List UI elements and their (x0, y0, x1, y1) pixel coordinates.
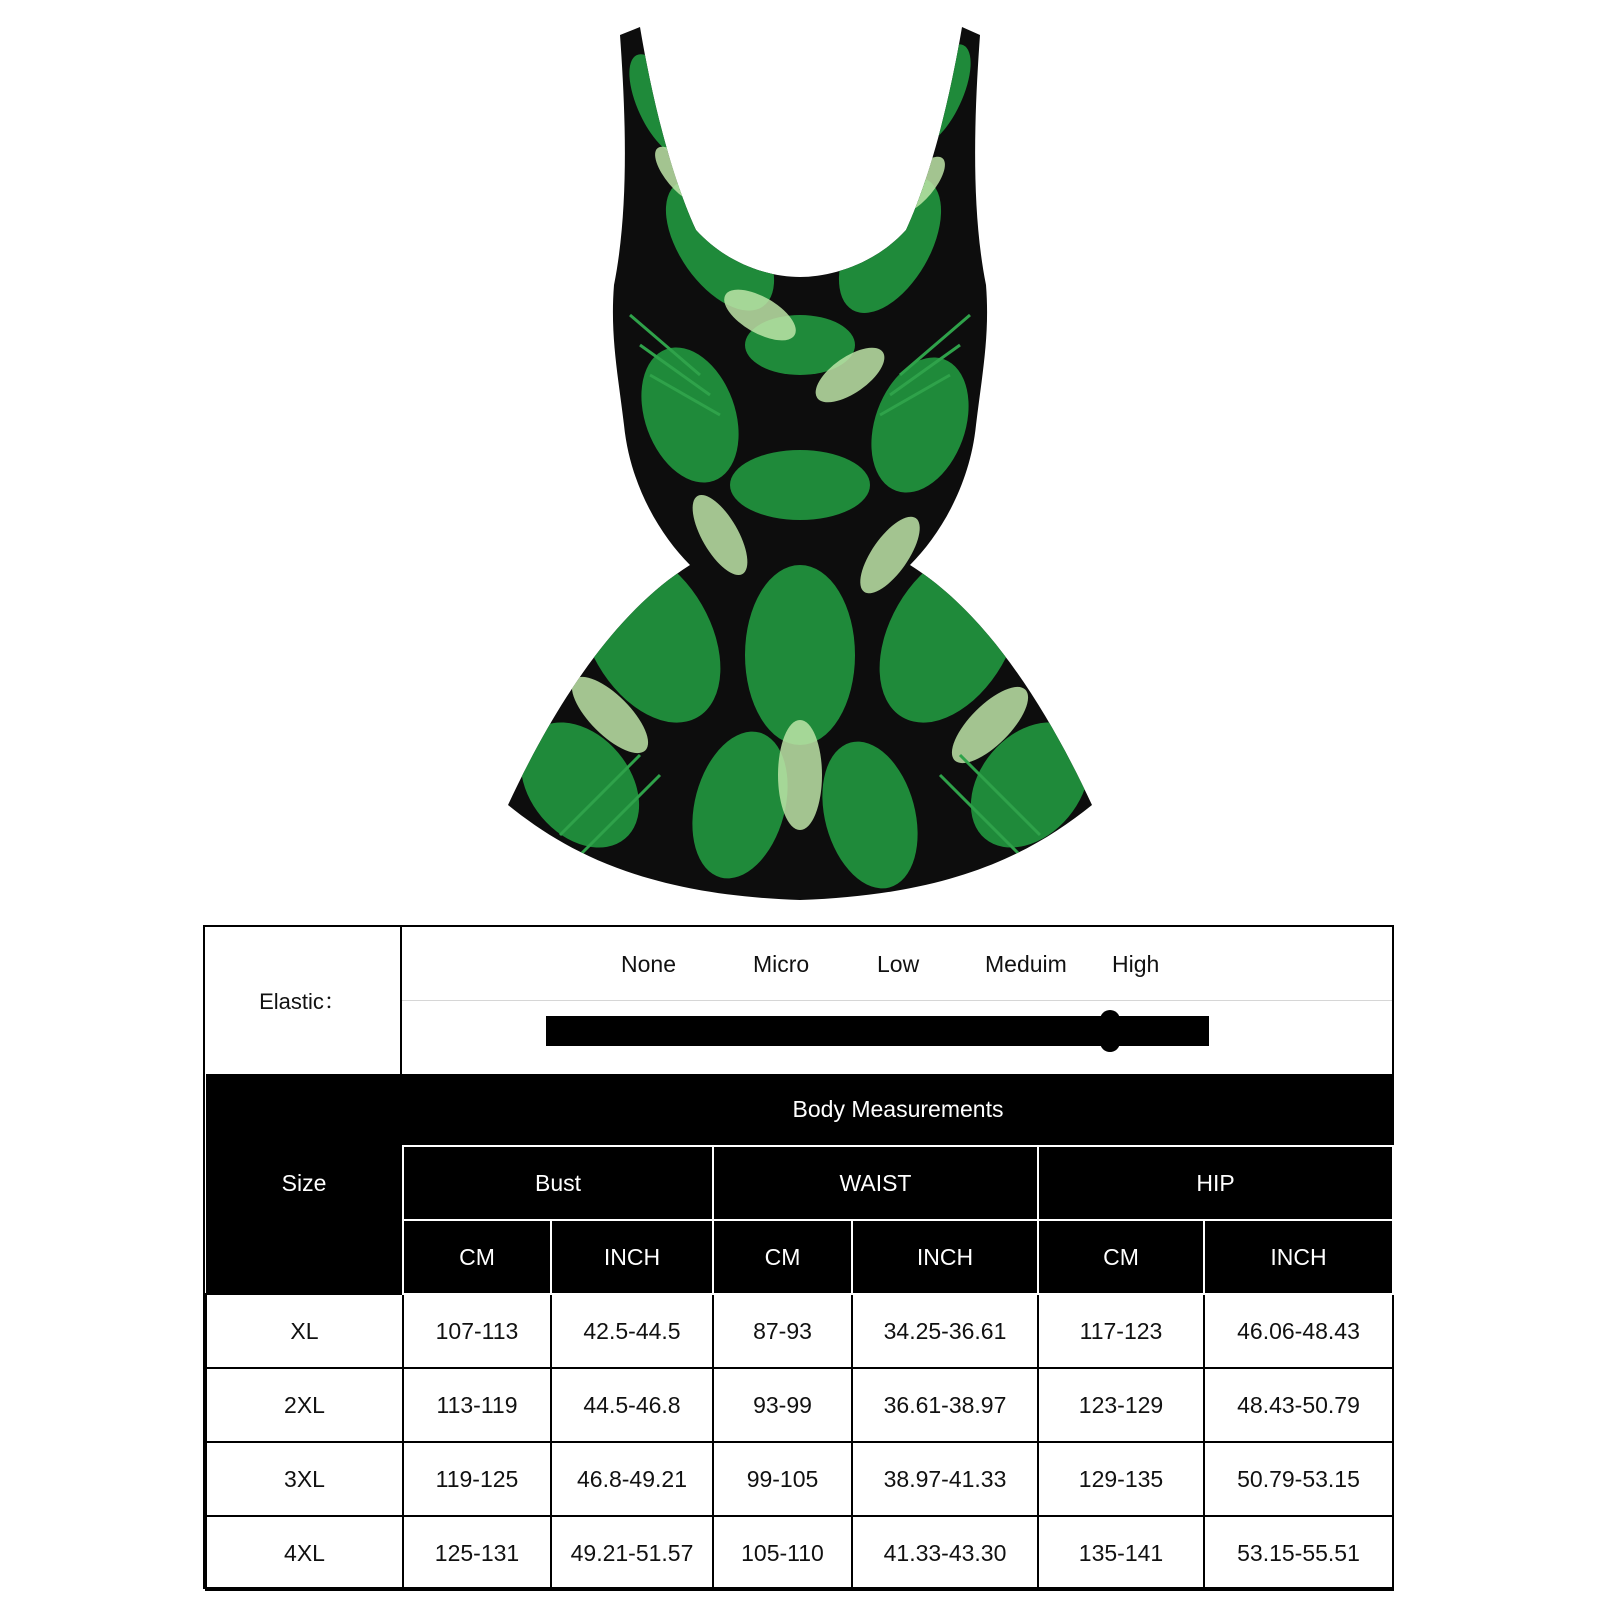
elastic-level-medium: Meduim (985, 951, 1067, 977)
elastic-label-cell (205, 927, 402, 1074)
hip-in-cell: 53.15-55.51 (1204, 1516, 1393, 1590)
size-cell: 3XL (206, 1442, 403, 1516)
waist-in-cell: 34.25-36.61 (852, 1294, 1038, 1368)
table-row (206, 1294, 1393, 1368)
bust-in-cell: 49.21-51.57 (551, 1516, 713, 1590)
elastic-level-high: High (1112, 951, 1160, 977)
bust-in-cell: 46.8-49.21 (551, 1442, 713, 1516)
table-row (206, 1368, 1393, 1442)
elastic-label: Elastic： (259, 989, 346, 1014)
waist-in-cell: 38.97-41.33 (852, 1442, 1038, 1516)
tropical-leaf-swim-dress-image (470, 15, 1130, 905)
elastic-level-marker (1100, 1010, 1120, 1052)
waist-cm-cell: 105-110 (713, 1516, 852, 1590)
bust-in-cell: 42.5-44.5 (551, 1294, 713, 1368)
waist-in-cell: 41.33-43.30 (852, 1516, 1038, 1590)
bust-cm-cell: 113-119 (403, 1368, 551, 1442)
waist-header: WAIST (713, 1146, 1038, 1220)
hip-cm-cell: 135-141 (1038, 1516, 1204, 1590)
waist-in-cell: 36.61-38.97 (852, 1368, 1038, 1442)
table-title: Body Measurements (403, 1074, 1393, 1146)
leaf-pattern (497, 36, 1114, 899)
bust-in-cell: 44.5-46.8 (551, 1368, 713, 1442)
size-header: Size (206, 1074, 403, 1294)
waist-cm-cell: 87-93 (713, 1294, 852, 1368)
hip-cm-cell: 123-129 (1038, 1368, 1204, 1442)
bust-header: Bust (403, 1146, 713, 1220)
swim-dress-product-image (470, 15, 1130, 905)
elastic-scale (402, 927, 1392, 1074)
elastic-level-none: None (621, 951, 676, 977)
unit-header: INCH (852, 1220, 1038, 1294)
size-cell: 2XL (206, 1368, 403, 1442)
elastic-level-low: Low (877, 951, 920, 977)
size-chart (203, 925, 1394, 1589)
waist-cm-cell: 99-105 (713, 1442, 852, 1516)
unit-header: CM (403, 1220, 551, 1294)
hip-cm-cell: 117-123 (1038, 1294, 1204, 1368)
bust-cm-cell: 119-125 (403, 1442, 551, 1516)
elastic-divider (402, 1000, 1392, 1001)
size-cell: 4XL (206, 1516, 403, 1590)
size-cell: XL (206, 1294, 403, 1368)
table-row (206, 1516, 1393, 1590)
bust-cm-cell: 107-113 (403, 1294, 551, 1368)
hip-in-cell: 46.06-48.43 (1204, 1294, 1393, 1368)
unit-header: CM (1038, 1220, 1204, 1294)
body-measurements-table (205, 1074, 1394, 1591)
hip-in-cell: 48.43-50.79 (1204, 1368, 1393, 1442)
hip-header: HIP (1038, 1146, 1393, 1220)
elastic-level-micro: Micro (753, 951, 810, 977)
bust-cm-cell: 125-131 (403, 1516, 551, 1590)
unit-header: CM (713, 1220, 852, 1294)
unit-header: INCH (1204, 1220, 1393, 1294)
table-row (206, 1442, 1393, 1516)
hip-in-cell: 50.79-53.15 (1204, 1442, 1393, 1516)
hip-cm-cell: 129-135 (1038, 1442, 1204, 1516)
unit-header: INCH (551, 1220, 713, 1294)
waist-cm-cell: 93-99 (713, 1368, 852, 1442)
